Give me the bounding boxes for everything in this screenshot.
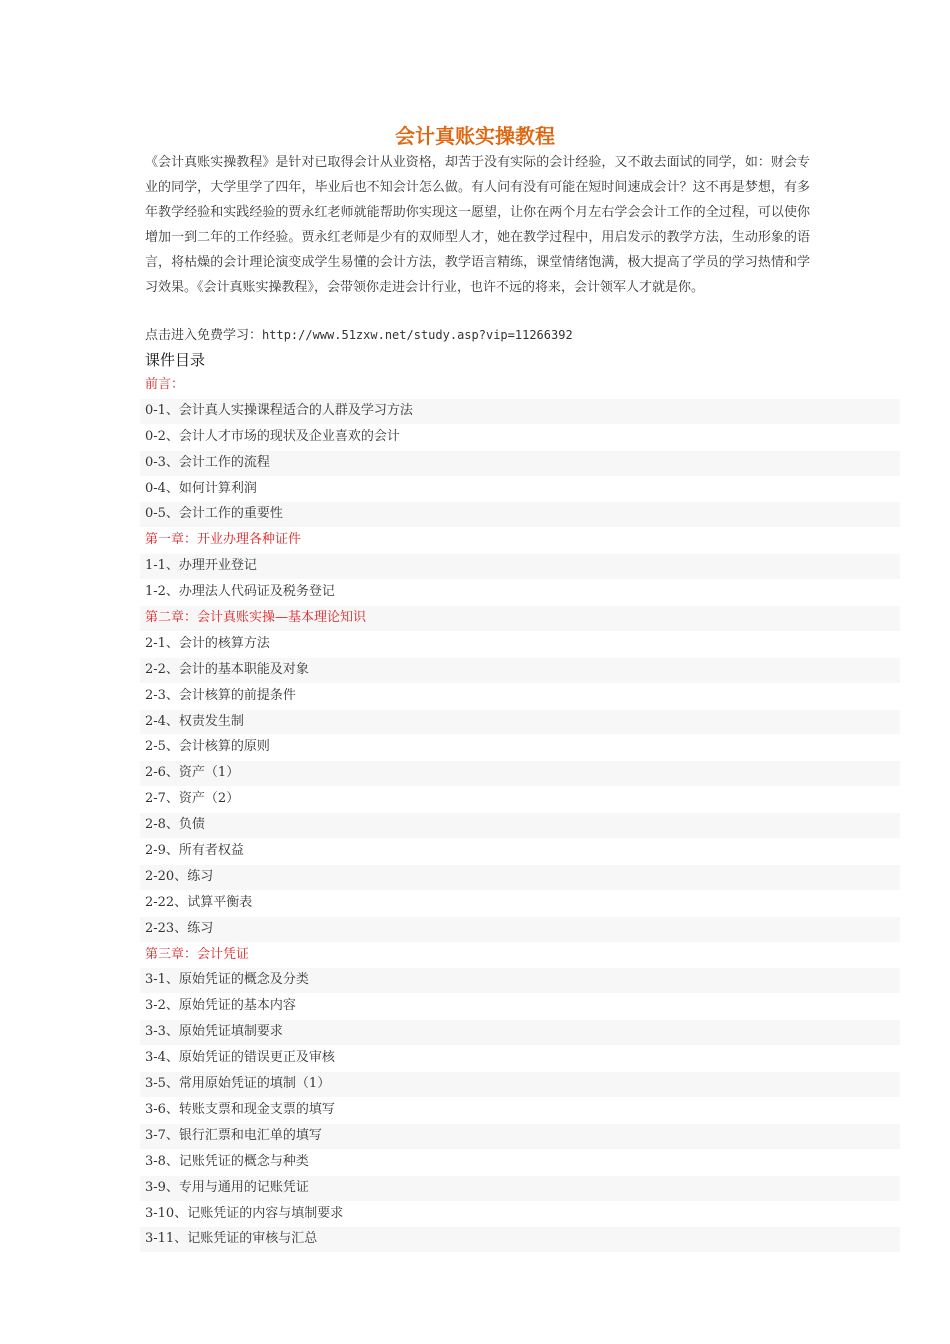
intro-paragraph: 《会计真账实操教程》是针对已取得会计从业资格，却苦于没有实际的会计经验，又不敢去面试的同学，如：财会专业的同学，大学里学了四年，毕业后也不知会计怎么做。有人问有没有可能在短时间速成会计？这不再是梦想，有多年教学经验和实践经验的贾永红老师就能帮助你实现这一愿望，让你在两个月左右学会会计工作的全过程，可以使你增加一到二年的工作经验。贾永红老师是少有的双师型人才，她在教学过程中，用启发示的教学方法，生动形象的语言，将枯燥的会计理论演变成学生易懂的会计方法，教学语言精练，课堂情绪饱满，极大提高了学员的学习热情和学习效果。《会计真账实操教程》，会带领你走进会计行业，也许不远的将来，会计领军人才就是你。 [145,155,810,295]
toc-item[interactable]: 2-6、资产（1） [140,761,900,787]
toc-item[interactable]: 1-1、办理开业登记 [140,554,900,580]
toc-item[interactable]: 0-5、会计工作的重要性 [140,502,900,528]
toc-item[interactable]: 3-2、原始凭证的基本内容 [140,994,900,1020]
toc-item[interactable]: 0-4、如何计算利润 [140,477,900,503]
toc-item[interactable]: 2-22、试算平衡表 [140,891,900,917]
toc-item[interactable]: 2-7、资产（2） [140,787,900,813]
toc-item[interactable]: 3-10、记账凭证的内容与填制要求 [140,1202,900,1228]
toc-chapter-heading: 第三章：会计凭证 [140,943,900,969]
toc-item[interactable]: 3-9、专用与通用的记账凭证 [140,1176,900,1202]
toc-item[interactable]: 3-4、原始凭证的错误更正及审核 [140,1046,900,1072]
toc-item[interactable]: 3-1、原始凭证的概念及分类 [140,968,900,994]
link-label: 点击进入免费学习： [145,328,263,343]
toc-item[interactable]: 2-8、负债 [140,813,900,839]
toc-item[interactable]: 3-6、转账支票和现金支票的填写 [140,1098,900,1124]
toc-item[interactable]: 3-5、常用原始凭证的填制（1） [140,1072,900,1098]
toc-item[interactable]: 0-2、会计人才市场的现状及企业喜欢的会计 [140,425,900,451]
toc-item[interactable]: 3-3、原始凭证填制要求 [140,1020,900,1046]
toc-item[interactable]: 2-20、练习 [140,865,900,891]
toc-item[interactable]: 2-9、所有者权益 [140,839,900,865]
toc-chapter-heading: 第一章：开业办理各种证件 [140,528,900,554]
toc-chapter-heading: 前言： [140,373,900,399]
toc-item[interactable]: 0-3、会计工作的流程 [140,451,900,477]
toc-item[interactable]: 2-3、会计核算的前提条件 [140,684,900,710]
toc-chapter-heading: 第二章：会计真账实操—基本理论知识 [140,606,900,632]
toc-item[interactable]: 2-1、会计的核算方法 [140,632,900,658]
toc-item[interactable]: 3-8、记账凭证的概念与种类 [140,1150,900,1176]
toc-item[interactable]: 2-23、练习 [140,917,900,943]
toc-item[interactable]: 2-5、会计核算的原则 [140,735,900,761]
free-study-link-line [145,323,845,348]
toc-heading: 课件目录 [145,351,206,369]
toc-item[interactable]: 1-2、办理法人代码证及税务登记 [140,580,900,606]
toc-item[interactable]: 3-11、记账凭证的审核与汇总 [140,1227,900,1253]
toc-item[interactable]: 2-2、会计的基本职能及对象 [140,658,900,684]
document-title: 会计真账实操教程 [395,124,555,148]
toc-item[interactable]: 0-1、会计真人实操课程适合的人群及学习方法 [140,399,900,425]
toc-list [140,373,900,1253]
toc-item[interactable]: 2-4、权责发生制 [140,710,900,736]
study-link[interactable]: http://www.51zxw.net/study.asp?vip=11266392 [262,328,573,342]
toc-item[interactable]: 3-7、银行汇票和电汇单的填写 [140,1124,900,1150]
